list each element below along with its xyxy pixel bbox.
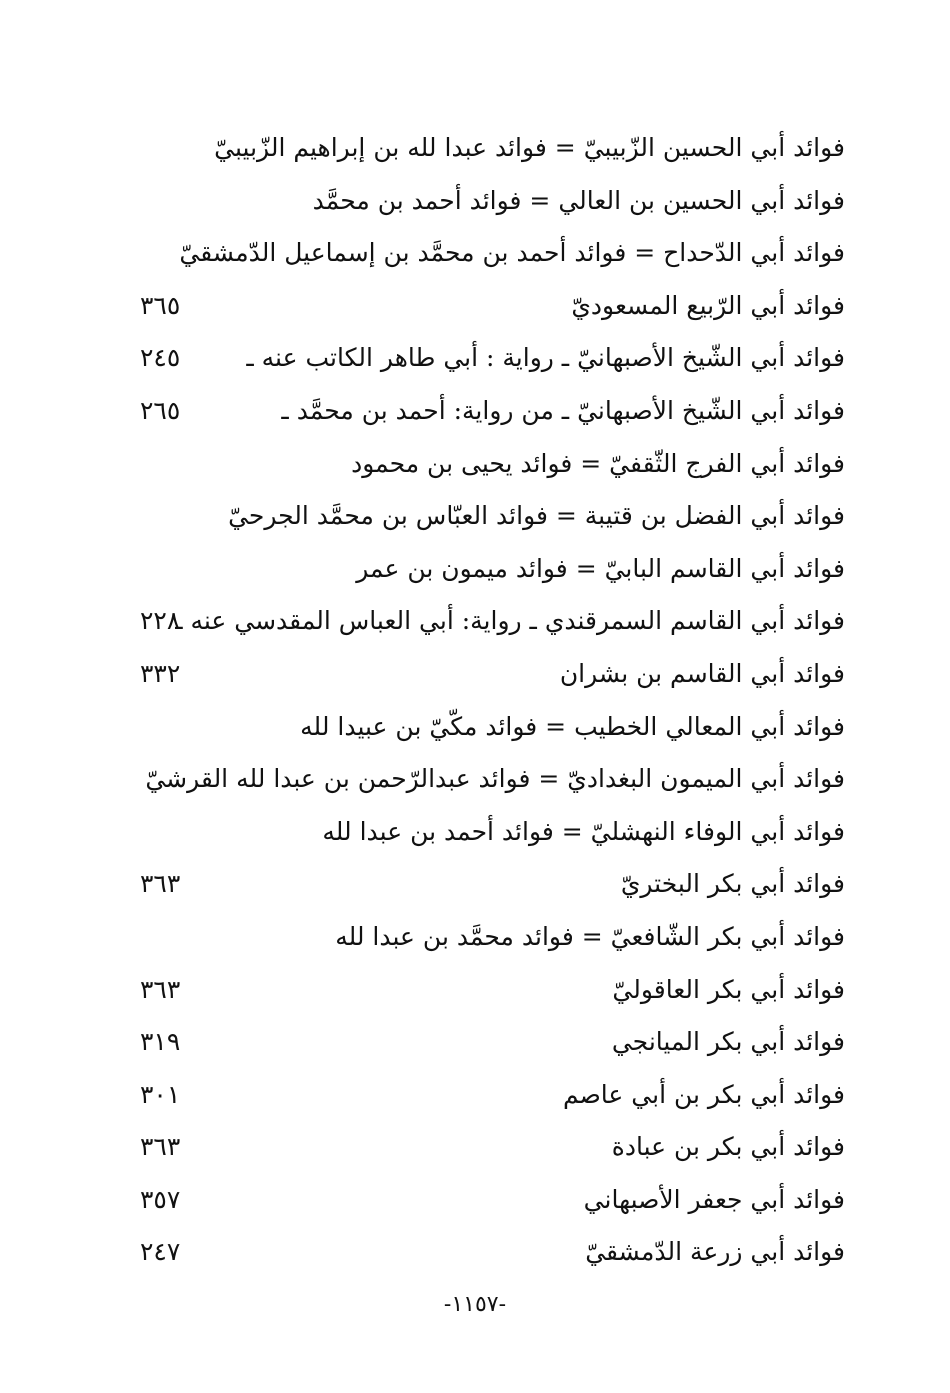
entry-title: فوائد أبي المعالي الخطيب = فوائد مكّيّ بن عبيدا لله xyxy=(300,711,845,741)
index-entry xyxy=(130,1174,845,1227)
entry-page-number: ٢٦٥ xyxy=(140,395,181,425)
entry-title: فوائد أبي الفرج الثّقفيّ = فوائد يحيى بن محمود xyxy=(351,448,845,478)
entry-page-number: ٣٦٣ xyxy=(140,974,181,1004)
index-entry xyxy=(130,332,845,385)
index-entry xyxy=(130,1226,845,1279)
entry-title: فوائد أبي بكر البختريّ xyxy=(620,869,845,899)
index-entry xyxy=(130,1121,845,1174)
index-entry xyxy=(130,806,845,859)
entry-title: فوائد أبي الدّحداح = فوائد أحمد بن محمَّد بن إسماعيل الدّمشقيّ xyxy=(179,238,845,268)
entry-page-number: ٣٦٥ xyxy=(140,290,181,320)
index-entry xyxy=(130,385,845,438)
entry-title: فوائد أبي الشّيخ الأصبهانيّ ـ رواية : أبي طاهر الكاتب عنه ـ xyxy=(246,343,845,373)
index-entry xyxy=(130,701,845,754)
entry-title: فوائد أبي القاسم البابيّ = فوائد ميمون بن عمر xyxy=(356,553,845,583)
index-entry xyxy=(130,543,845,596)
entry-title: فوائد أبي جعفر الأصبهاني xyxy=(583,1184,845,1214)
index-entry xyxy=(130,122,845,175)
page-number: -١١٥٧- xyxy=(443,1292,507,1317)
entry-title: فوائد أبي الحسين الزّبيبيّ = فوائد عبدا لله بن إبراهيم الزّبيبيّ xyxy=(214,133,845,162)
entry-page-number: ٢٤٥ xyxy=(140,343,181,373)
entry-page-number: ٣٦٣ xyxy=(140,869,181,899)
entry-page-number: ٢٤٧ xyxy=(140,1237,181,1267)
index-entry xyxy=(130,438,845,491)
index-entry xyxy=(130,911,845,964)
index-entry xyxy=(130,595,845,648)
entry-title: فوائد أبي الشّيخ الأصبهانيّ ـ من رواية: أحمد بن محمَّد ـ xyxy=(281,395,845,425)
entry-title: فوائد أبي بكر الشّافعيّ = فوائد محمَّد بن عبدا لله xyxy=(335,921,845,951)
index-entry xyxy=(130,280,845,333)
entry-title: فوائد أبي القاسم بن بشران xyxy=(559,658,845,688)
entry-page-number: ٣١٩ xyxy=(140,1027,181,1057)
entry-title: فوائد أبي الفضل بن قتيبة = فوائد العبّاس بن محمَّد الجرحيّ xyxy=(228,501,845,531)
entry-title: فوائد أبي بكر العاقوليّ xyxy=(612,974,845,1004)
index-entry xyxy=(130,1016,845,1069)
index-entry xyxy=(130,227,845,280)
entry-page-number: ٢٢٨ xyxy=(140,606,181,636)
entry-page-number: ٣٦٣ xyxy=(140,1132,181,1162)
index-entry xyxy=(130,858,845,911)
entry-title: فوائد أبي الرّبيع المسعوديّ xyxy=(571,290,845,320)
entry-page-number: ٣٠١ xyxy=(140,1079,181,1109)
entry-title: فوائد أبي بكر بن أبي عاصم xyxy=(562,1079,845,1109)
entry-title: فوائد أبي زرعة الدّمشقيّ xyxy=(585,1237,845,1267)
entry-title: فوائد أبي الوفاء النهشليّ = فوائد أحمد بن عبدا لله xyxy=(322,816,845,846)
entry-page-number: ٣٥٧ xyxy=(140,1184,181,1214)
entry-page-number: ٣٣٢ xyxy=(140,658,181,688)
entry-title: فوائد أبي بكر بن عبادة xyxy=(611,1132,845,1162)
entry-title: فوائد أبي القاسم السمرقندي ـ رواية: أبي العباس المقدسي عنه ـ xyxy=(175,606,845,636)
index-entry xyxy=(130,1069,845,1122)
index-entry xyxy=(130,490,845,543)
index-entry xyxy=(130,964,845,1017)
index-entry xyxy=(130,753,845,806)
entry-title: فوائد أبي الميمون البغداديّ = فوائد عبدالرّحمن بن عبدا لله القرشيّ xyxy=(145,764,845,794)
entry-title: فوائد أبي بكر الميانجي xyxy=(611,1027,845,1057)
index-entries xyxy=(130,122,845,1279)
index-entry xyxy=(130,648,845,701)
index-entry xyxy=(130,175,845,228)
entry-title: فوائد أبي الحسين بن العالي = فوائد أحمد بن محمَّد xyxy=(312,185,845,215)
